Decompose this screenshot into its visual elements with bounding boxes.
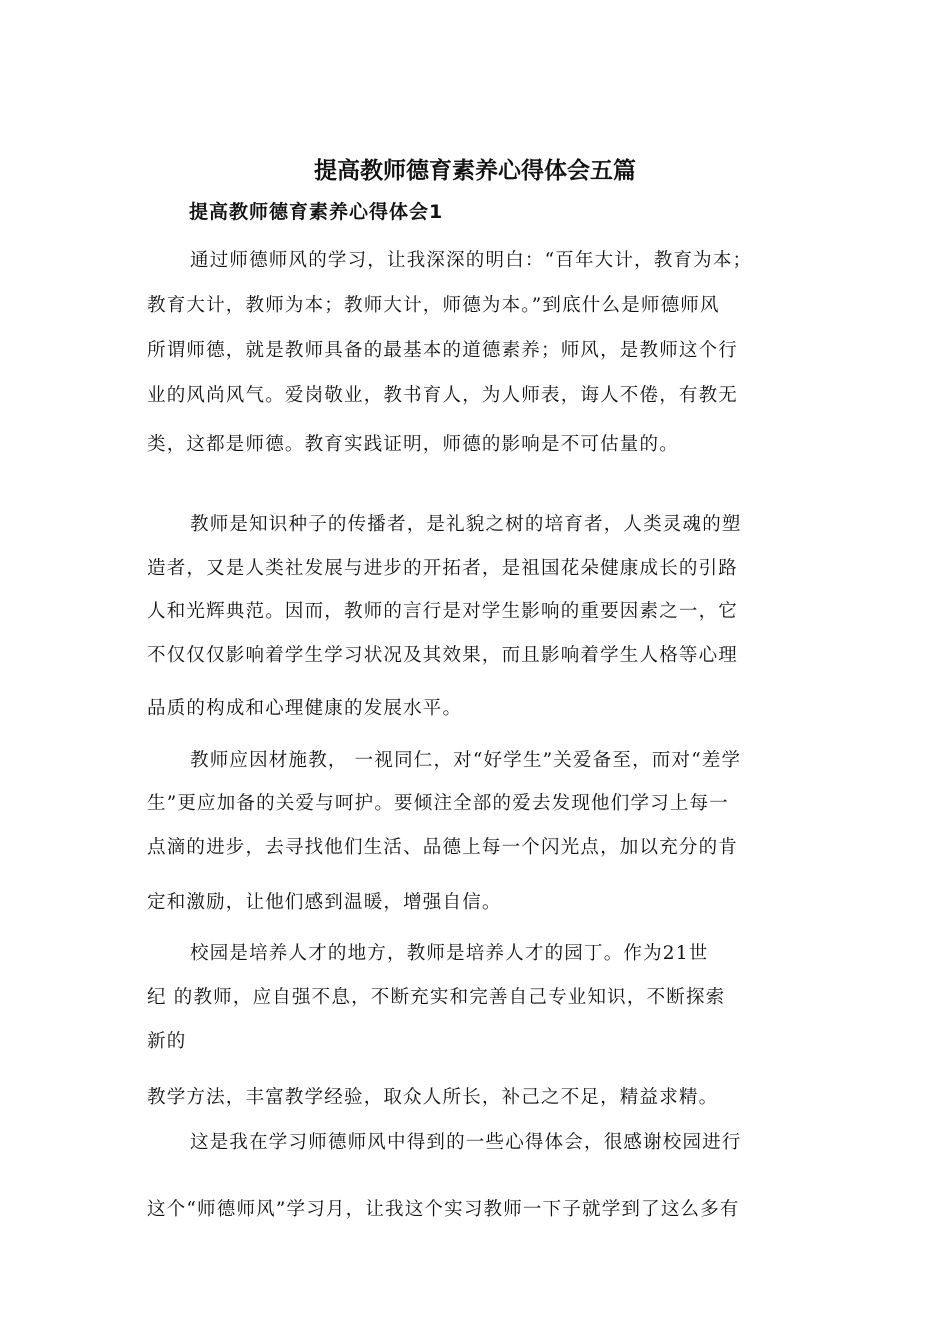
paragraph-line: 生”更应加备的关爱与呵护。要倾注全部的爱去发现他们学习上每一: [147, 793, 729, 814]
paragraph-line: 教师是知识种子的传播者，是礼貌之树的培育者，人类灵魂的塑: [190, 514, 742, 535]
paragraph-line: 校园是培养人才的地方，教师是培养人才的园丁。作为21世: [190, 943, 709, 964]
paragraph-line: 通过师德师风的学习，让我深深的明白：“百年大计，教育为本；: [190, 250, 753, 271]
paragraph-line: 品质的构成和心理健康的发展水平。: [147, 698, 463, 719]
paragraph-line: 定和激励，让他们感到温暖，增强自信。: [147, 892, 502, 913]
paragraph-line: 这是我在学习师德师风中得到的一些心得体会，很感谢校园进行: [190, 1132, 742, 1153]
paragraph-line: 这个“师德师风”学习月，让我这个实习教师一下子就学到了这么多有: [147, 1199, 740, 1220]
paragraph-line: 所谓师德，就是教师具备的最基本的道德素养；师风，是教师这个行: [147, 340, 739, 361]
paragraph-line: 点滴的进步，去寻找他们生活、品德上每一个闪光点，加以充分的肯: [147, 837, 739, 858]
paragraph-line: 新的: [147, 1031, 187, 1052]
paragraph-line: 人和光辉典范。因而，教师的言行是对学生影响的重要因素之一，它: [147, 601, 739, 622]
document-title: 提高教师德育素养心得体会五篇: [314, 158, 636, 184]
paragraph-line: 不仅仅仅影响着学生学习状况及其效果，而且影响着学生人格等心理: [147, 645, 739, 666]
paragraph-line: 业的风尚风气。爱岗敬业，教书育人，为人师表，诲人不倦，有教无: [147, 385, 739, 406]
paragraph-line: 教育大计，教师为本；教师大计，师德为本。”到底什么是师德师风: [147, 295, 720, 316]
paragraph-line: 教师应因材施教， 一视同仁，对“好学生”关爱备至，而对“差学: [190, 750, 742, 771]
paragraph-line: 类，这都是师德。教育实践证明，师德的影响是不可估量的。: [147, 434, 679, 455]
paragraph-line: 造者，又是人类社发展与进步的开拓者，是祖国花朵健康成长的引路: [147, 558, 739, 579]
paragraph-line: 纪 的教师，应自强不息，不断充实和完善自己专业知识，不断探索: [147, 987, 726, 1008]
paragraph-line: 教学方法，丰富教学经验，取众人所长，补己之不足，精益求精。: [147, 1087, 719, 1108]
document-subtitle: 提高教师德育素养心得体会1: [189, 201, 444, 223]
